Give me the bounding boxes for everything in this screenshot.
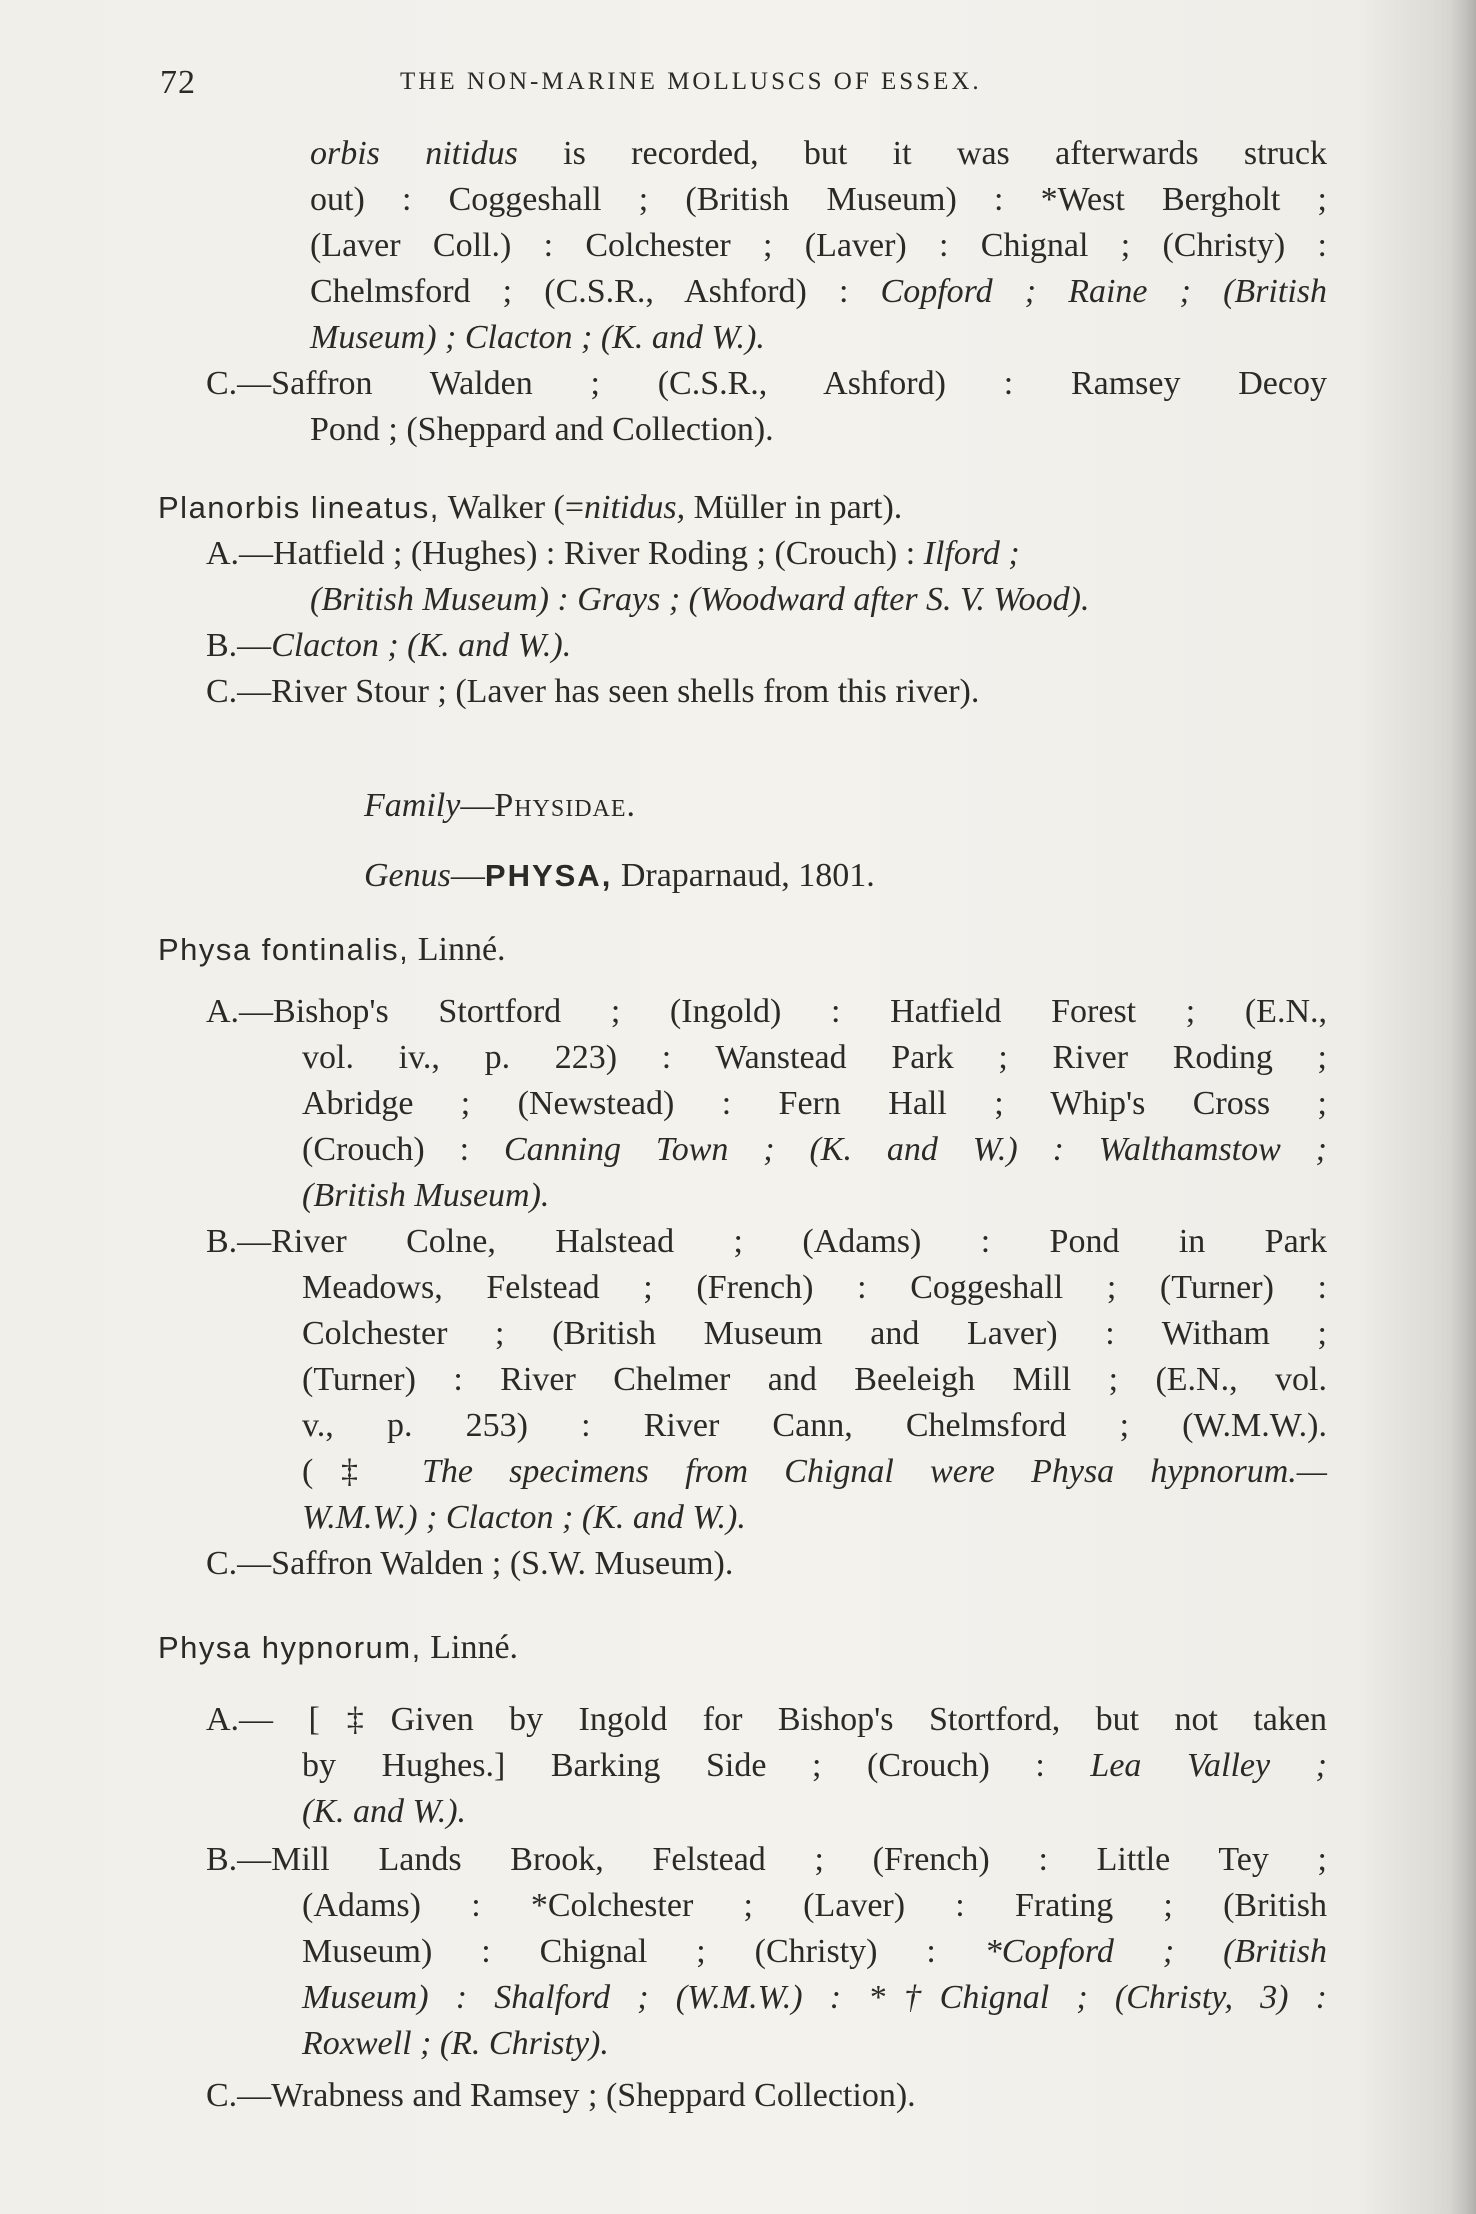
- species-heading: [158, 1626, 518, 1670]
- text-span-italic: Genus: [364, 857, 451, 894]
- text-span-italic: (British Museum) : Grays ; (Woodward after S. V. Wood).: [310, 581, 1090, 618]
- text-span-italic: (British Museum).: [302, 1177, 550, 1214]
- text-line: C.—Saffron Walden ; (C.S.R., Ashford) : Ramsey Decoy: [206, 365, 1327, 402]
- text-line: Abridge ; (Newstead) : Fern Hall ; Whip's Cross ;: [302, 1085, 1327, 1122]
- text-span: A.—Hatfield ; (Hughes) : River Roding ; (Crouch) :: [206, 535, 924, 572]
- text-line: C.—Saffron Walden ; (S.W. Museum).: [206, 1545, 734, 1582]
- species-name: Physa fontinalis,: [158, 932, 410, 967]
- text-line: [310, 270, 1327, 314]
- text-line: (Laver Coll.) : Colchester ; (Laver) : Chignal ; (Christy) :: [310, 227, 1327, 264]
- text-line: A.—Bishop's Stortford ; (Ingold) : Hatfield Forest ; (E.N.,: [206, 993, 1327, 1030]
- text-span: Museum) : Chignal ; (Christy) :: [302, 1933, 985, 1970]
- text-line: Colchester ; (British Museum and Laver) : Witham ;: [302, 1315, 1327, 1352]
- text-line: A.— [‡Given by Ingold for Bishop's Stortford, but not taken: [206, 1701, 1327, 1738]
- text-span: —: [460, 787, 495, 824]
- text-span-italic: Museum) : Shalford ; (W.M.W.) : *†Chignal ; (Christy, 3) :: [302, 1979, 1327, 2016]
- species-name: Planorbis lineatus,: [158, 490, 440, 525]
- text-span-italic: Lea Valley ;: [1090, 1747, 1327, 1784]
- text-line: vol. iv., p. 223) : Wanstead Park ; River Roding ;: [302, 1039, 1327, 1076]
- family-heading: [364, 784, 636, 828]
- text-span-italic: The specimens from Chignal were Physa hypnorum.—: [421, 1453, 1327, 1490]
- text-line: (Turner) : River Chelmer and Beeleigh Mill ; (E.N., vol.: [302, 1361, 1327, 1398]
- text-span-italic: Ilford ;: [923, 535, 1020, 572]
- species-name: Physa hypnorum,: [158, 1630, 422, 1665]
- genus-heading: [364, 854, 875, 898]
- text-span: (‡: [302, 1453, 422, 1490]
- text-span-italic: nitidus,: [584, 489, 686, 526]
- text-line: [310, 132, 1327, 176]
- text-line: v., p. 253) : River Cann, Chelmsford ; (W.M.W.).: [302, 1407, 1327, 1444]
- running-head: [160, 64, 1340, 108]
- species-heading: [158, 928, 506, 972]
- text-span-italic: Family: [364, 787, 461, 824]
- text-line: C.—River Stour ; (Laver has seen shells from this river).: [206, 673, 980, 710]
- text-span: is recorded, but it was afterwards struck: [517, 135, 1327, 172]
- text-span: —: [450, 857, 485, 894]
- text-span: Linné.: [409, 931, 506, 968]
- text-line: [302, 1744, 1327, 1788]
- text-line: [302, 1174, 549, 1218]
- text-line: [302, 1930, 1327, 1974]
- text-line: C.—Wrabness and Ramsey ; (Sheppard Collection).: [206, 2077, 916, 2114]
- text-span: Chelmsford ; (C.S.R., Ashford) :: [310, 273, 881, 310]
- text-line: [302, 2022, 609, 2066]
- text-line: out) : Coggeshall ; (British Museum) : *West Bergholt ;: [310, 181, 1327, 218]
- text-span: (Crouch) :: [302, 1131, 504, 1168]
- running-head-title: THE NON-MARINE MOLLUSCS OF ESSEX.: [400, 68, 982, 95]
- text-span-italic: Clacton ; (K. and W.).: [271, 627, 572, 664]
- text-span-italic: Museum) ; Clacton ; (K. and W.).: [310, 319, 765, 356]
- page-number: 72: [160, 64, 196, 101]
- text-line: Pond ; (Sheppard and Collection).: [310, 411, 774, 448]
- text-span: Linné.: [421, 1629, 519, 1666]
- text-span: by Hughes.] Barking Side ; (Crouch) :: [302, 1747, 1091, 1784]
- text-span-italic: Copford ; Raine ; (British: [880, 273, 1327, 310]
- text-line: [310, 578, 1089, 622]
- text-line: [310, 316, 765, 360]
- text-span: B.—: [206, 627, 272, 664]
- text-span-italic: (K. and W.).: [302, 1793, 467, 1830]
- text-line: B.—River Colne, Halstead ; (Adams) : Pond in Park: [206, 1223, 1327, 1260]
- text-line: [206, 532, 1020, 576]
- text-line: [302, 1790, 466, 1834]
- genus-name: PHYSA,: [484, 858, 613, 893]
- text-line: [302, 1496, 746, 1540]
- species-heading: [158, 486, 902, 530]
- text-line: [302, 1128, 1327, 1172]
- text-line: [302, 1976, 1327, 2020]
- page-edge-shadow: [1450, 0, 1476, 2214]
- text-span-italic: orbis nitidus: [310, 135, 518, 172]
- text-span-italic: Canning Town ; (K. and W.) : Walthamstow ;: [503, 1131, 1327, 1168]
- text-span: Draparnaud, 1801.: [612, 857, 875, 894]
- text-span-italic: *Copford ; (British: [984, 1933, 1328, 1970]
- text-line: [206, 624, 571, 668]
- text-span: Müller in part).: [685, 489, 903, 526]
- family-name: Physidae.: [494, 787, 637, 824]
- text-span: Walker (=: [439, 489, 585, 526]
- text-line: [302, 1450, 1327, 1494]
- text-line: Meadows, Felstead ; (French) : Coggeshall ; (Turner) :: [302, 1269, 1327, 1306]
- text-line: (Adams) : *Colchester ; (Laver) : Frating ; (British: [302, 1887, 1327, 1924]
- text-span-italic: Roxwell ; (R. Christy).: [302, 2025, 609, 2062]
- text-span-italic: W.M.W.) ; Clacton ; (K. and W.).: [302, 1499, 746, 1536]
- text-line: B.—Mill Lands Brook, Felstead ; (French) : Little Tey ;: [206, 1841, 1327, 1878]
